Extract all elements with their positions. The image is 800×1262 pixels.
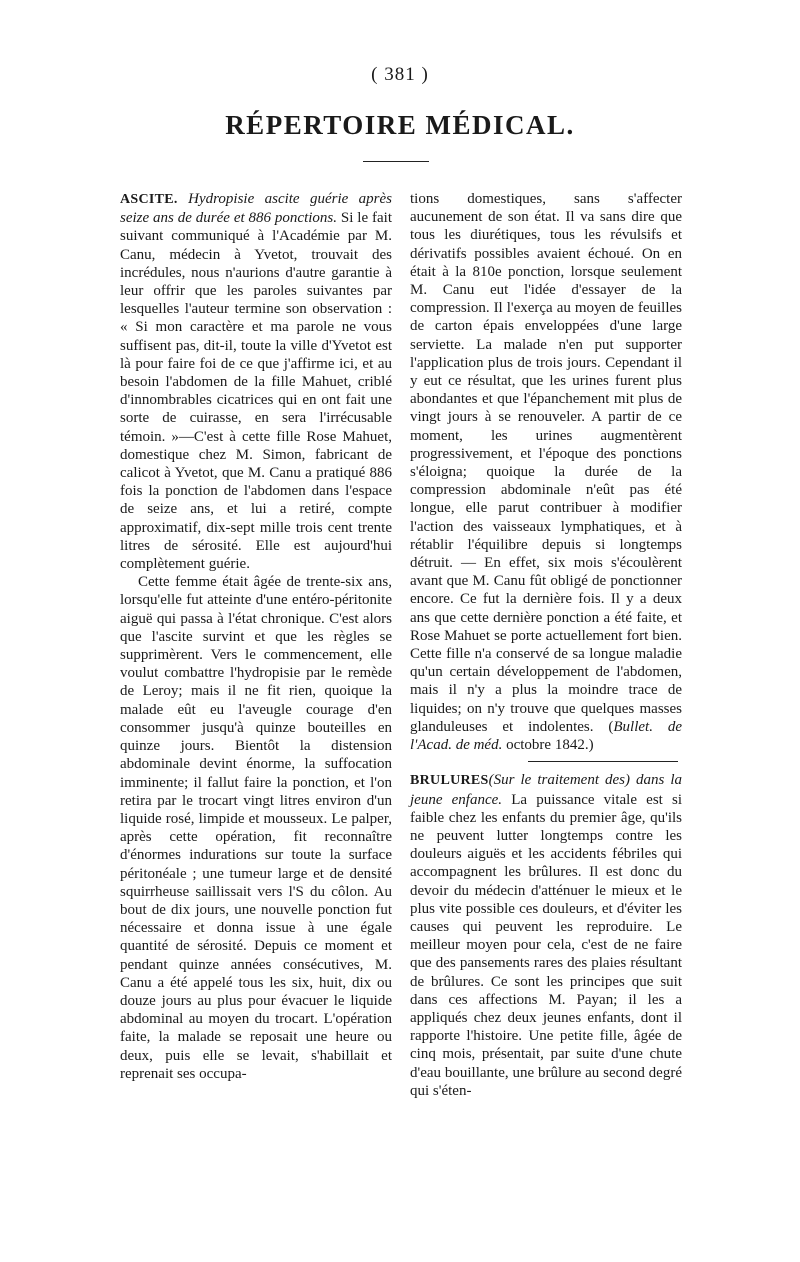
ascite-citation: Bullet. de l'Acad. de méd. xyxy=(410,718,682,754)
ascite-subtitle: Hydropisie ascite guérie après seize ans de durée et 886 ponctions. xyxy=(120,191,393,227)
ascite-paragraph-1 xyxy=(120,190,392,573)
brulures-paragraph xyxy=(410,771,682,1100)
page-number: ( 381 ) xyxy=(371,64,429,85)
page-title: RÉPERTOIRE MÉDICAL. xyxy=(225,110,575,140)
title-divider xyxy=(363,161,429,162)
ascite-paragraph-1-body: Si le fait suivant communiqué à l'Académie par M. Canu, médecin à Yvetot, trouvait des incrédules, nous n'aurions d'autre garantie à leur offrir que les paroles suivantes par lesquelles l'auteur termine son observation : « Si mon caractère et ma parole ne vous suffisent pas, dit-il, toute la ville d'Yvetot est là pour faire foi de ce que j'affirme ici, et au besoin l'abdomen de la fille Mahuet, criblé d'innombrables cicatrices qui en ont fait une sorte de cuirasse, en sera l'irrécusable témoin. »—C'est à cette fille Rose Mahuet, domestique chez M. Simon, fabricant de calicot à Yvetot, que M. Canu a pratiqué 886 fois la ponction de l'abdomen dans l'espace de seize ans, et lui a retiré, compte approximatif, dix-sept mille trois cent trente litres de sérosité. Elle est aujourd'hui complètement guérie. xyxy=(120,210,392,573)
ascite-continued-paragraph xyxy=(410,190,682,754)
ascite-headword: ASCITE. xyxy=(120,192,178,207)
ascite-citation-date: octobre 1842.) xyxy=(502,737,594,754)
right-column xyxy=(410,190,682,1100)
left-column xyxy=(120,190,392,1083)
entry-divider xyxy=(528,761,678,762)
brulures-subtitle: (Sur le traitement des) dans la jeune enfance. xyxy=(410,772,682,808)
ascite-paragraph-2: Cette femme était âgée de trente-six ans, lorsqu'elle fut atteinte d'une entéro-péritonite aiguë qui passa à l'état chronique. C'est alors que l'ascite survint et que les règles se supprimèrent. Vers le commencement, elle voulut combattre l'hydropisie par le remède de Leroy; mais il ne fit rien, quoique la malade eût eu l'aveugle courage d'en consommer jusqu'à quinze bouteilles en quinze jours. Bientôt la distension abdominale devint énorme, la suffocation imminente; il fallut faire la ponction, et l'on retira par le trocart vingt litres environ d'un liquide rosé, limpide et mousseux. Le palper, après cette opération, fit reconnaître d'énormes indurations sur toute la surface péritonéale ; une tumeur large et de densité squirrheuse saillissait vers l'S du côlon. Au bout de dix jours, une nouvelle ponction fut nécessaire et donna issue à une égale quantité de sérosité. Depuis ce moment et pendant quinze années consécutives, M. Canu a été appelé tous les six, huit, dix ou douze jours au plus pour évacuer le liquide abdominal au moyen du trocart. L'opération faite, la malade se reposait une heure ou deux, puis elle se levait, s'habillait et reprenait ses occupa- xyxy=(120,574,392,1082)
brulures-headword: BRULURES xyxy=(410,773,489,789)
ascite-continued-text: tions domestiques, sans s'affecter aucunement de son état. Il va sans dire que tous les diurétiques, tous les révulsifs et dérivatifs possibles avaient échoué. On en était à la 810e ponction, lorsque seulement M. Canu eut l'idée d'essayer de la compression. Il l'exerça au moyen de feuilles de carton épais enveloppées d'une large serviette. La malade n'en put supporter l'application plus de trois jours. Cependant il y eut ce résultat, que les urines furent plus abondantes et que l'épanchement mit plus de vingt jours à se renouveler. A partir de ce moment, les urines augmentèrent progressivement, et l'époque des ponctions s'éloigna; quoique la durée de la compression abdominale n'eût pas été longue, elle parut contribuer à modifier l'action des vaisseaux lymphatiques, et à rétablir l'équilibre depuis si longtemps détruit. — En effet, six mois s'écoulèrent avant que M. Canu fût obligé de ponctionner encore. Ce fut la dernière fois. Il y a deux ans que cette dernière ponction a été faite, et Rose Mahuet se porte actuellement fort bien. Cette fille n'a conservé de sa longue maladie qu'un certain développement de l'abdomen, mais il n'y a plus la moindre trace de liquides; on n'y trouve que quelques masses glanduleuses et indolentes. ( xyxy=(410,191,682,735)
brulures-body: La puissance vitale est si faible chez les enfants du premier âge, qu'ils ne peuvent lutter longtemps contre les douleurs aiguës et les accidents fébriles qui accompagnent les brûlures. Il est donc du devoir du médecin d'atténuer le mieux et le plus vite possible ces douleurs, et d'éviter les causes qui peuvent les reproduire. Le meilleur moyen pour cela, c'est de ne faire que des pansements rares des plaies résultant de brûlures. Ce sont les principes que suit dans ces affections M. Payan; il les a appliqués chez deux jeunes enfants, dont il rapporte l'histoire. Une petite fille, âgée de cinq mois, présentait, par suite d'une chute d'eau bouillante, une brûlure au second degré qui s'éten- xyxy=(410,791,683,1099)
